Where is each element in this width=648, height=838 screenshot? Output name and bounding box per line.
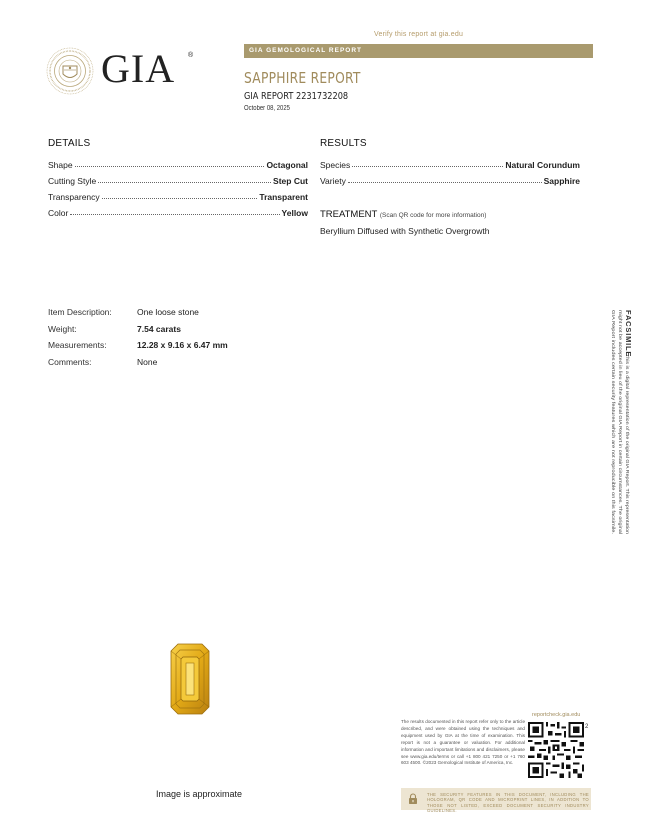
result-value: Sapphire <box>543 176 580 186</box>
detail-label: Cutting Style <box>48 176 97 186</box>
result-label: Species <box>320 160 351 170</box>
lock-icon <box>407 793 419 805</box>
results-section <box>320 138 580 186</box>
detail-row-cutting-style <box>48 170 308 186</box>
security-text: THE SECURITY FEATURES IN THIS DOCUMENT, INCLUDING THE HOLOGRAM, QR CODE AND MICROPRINT LINES, IN ADDITION TO THOSE NOT LISTED, EXCEED DOCUMENT SECURITY INDUSTRY GUIDELINES. <box>427 792 589 814</box>
image-caption: Image is approximate <box>156 789 243 799</box>
treatment-heading <box>320 209 486 220</box>
item-label: Measurements: <box>48 340 107 350</box>
item-row-description <box>48 307 228 324</box>
detail-value: Yellow <box>281 208 308 218</box>
treatment-note: (Scan QR code for more information) <box>379 212 487 219</box>
detail-row-shape <box>48 154 308 170</box>
leader-dots <box>98 182 271 183</box>
results-heading: RESULTS <box>320 138 367 149</box>
report-title: SAPPHIRE REPORT <box>244 69 361 87</box>
detail-row-transparency <box>48 186 308 202</box>
reportcheck-link[interactable]: reportcheck.gia.edu <box>532 712 581 718</box>
item-info-table <box>48 307 228 373</box>
details-section <box>48 138 308 218</box>
facsimile-title: FACSIMILE <box>624 310 633 358</box>
detail-value: Octagonal <box>266 160 308 170</box>
facsimile-line-1: This is a digital representation of the original GIA Report. This representation <box>625 354 630 500</box>
qr-code-icon[interactable] <box>528 722 584 778</box>
item-row-measurements <box>48 340 228 357</box>
item-label: Item Description: <box>48 307 112 317</box>
verify-link[interactable]: Verify this report at gia.edu <box>374 31 464 38</box>
result-row-species <box>320 154 580 170</box>
result-row-variety <box>320 170 580 186</box>
item-value: 12.28 x 9.16 x 6.47 mm <box>137 340 228 350</box>
facsimile-line-3: GIA Report includes certain security features which are not reproducible on this facsimile. <box>611 310 616 480</box>
banner-text: GIA GEMOLOGICAL REPORT <box>249 47 363 54</box>
leader-dots <box>75 166 265 167</box>
registered-mark: ® <box>188 52 194 59</box>
item-row-comments <box>48 357 228 374</box>
detail-label: Color <box>48 208 69 218</box>
detail-label: Transparency <box>48 192 100 202</box>
detail-value: Transparent <box>259 192 308 202</box>
gia-logo-text: GIA <box>101 46 176 91</box>
item-row-weight <box>48 324 228 341</box>
security-notice <box>401 788 591 814</box>
treatment-title: TREATMENT <box>320 209 378 220</box>
disclaimer-text: The results documented in this report refer only to the article described, and were obtained using the techniques and equipment used by GIA at the time of examination. This report is not a guarantee or valuation. For additional information and important limitations and disclaimers, please see www.gia.edu/terms or call +1 800 421 7250 or +1 760 603 4500. ©2023 Gemological Institute of America, Inc. <box>401 719 525 766</box>
detail-label: Shape <box>48 160 73 170</box>
detail-row-color <box>48 202 308 218</box>
facsimile-notice <box>600 310 634 536</box>
details-heading: DETAILS <box>48 138 91 149</box>
result-value: Natural Corundum <box>505 160 580 170</box>
item-label: Comments: <box>48 356 92 367</box>
item-value: One loose stone <box>137 307 199 317</box>
leader-dots <box>348 182 542 183</box>
leader-dots <box>102 198 258 199</box>
report-date: October 08, 2025 <box>244 105 290 112</box>
detail-value: Step Cut <box>273 176 308 186</box>
sapphire-gem-image <box>170 643 210 715</box>
leader-dots <box>352 166 503 167</box>
facsimile-line-2: might not be accepted in lieu of the original GIA Report in certain circumstances. The original <box>618 310 623 487</box>
gia-seal-icon <box>46 47 94 95</box>
treatment-value: Beryllium Diffused with Synthetic Overgrowth <box>320 226 490 236</box>
report-banner <box>244 44 593 58</box>
item-label: Weight: <box>48 323 77 334</box>
result-label: Variety <box>320 176 346 186</box>
leader-dots <box>70 214 279 215</box>
item-value: 7.54 carats <box>137 323 181 334</box>
item-value: None <box>137 356 158 367</box>
qr-index-mark: 2 <box>585 724 589 730</box>
report-number: GIA REPORT 2231732208 <box>244 91 349 102</box>
